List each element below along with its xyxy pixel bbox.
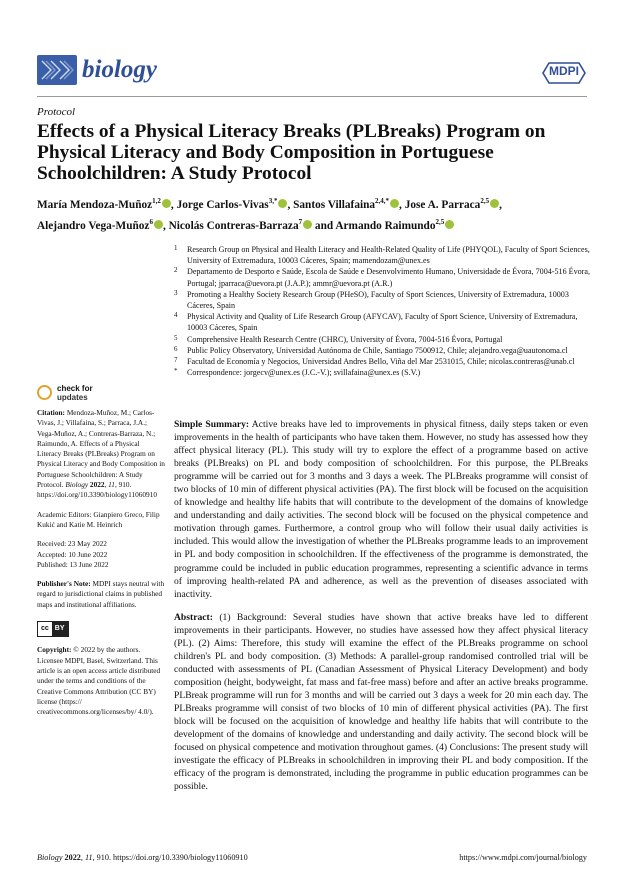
article-title: Effects of a Physical Literacy Breaks (PLBreaks) Program on Physical Literacy and Body Composition in Portuguese Schoolchildren: A Study Protocol — [37, 121, 546, 184]
citation: Citation: Mendoza-Muñoz, M.; Carlos-Vivas, J.; Villafaina, S.; Parraca, J.A.; Vega-Muñoz, A.; Contreras-Barraza, N.; Raimundo, A. Effects of a Physical Literacy Breaks (PLBreaks) Program on Physical Literacy and Body Composition in Portuguese Schoolchildren: A Study Protocol. Biology 2022, 11, 910. https://doi.org/10.3390/biology11060910 — [37, 408, 165, 500]
abstract: Abstract: (1) Background: Several studies have shown that active breaks have led to different improvements in their participants. However, no studies have assessed how they affect physical literacy (PL). (2) Aims: Therefore, this study will examine the effect of the PLBreaks programme on school children's PL and body composition. (3) Methods: A parallel-group randomised controlled trial will be conducted with assessments of PL (Canadian Assessment of Physical Literacy Development) and body composition (height, bodyweight, fat mass and fat-free mass) before and after an active breaks programme. PLBreak programme will run for 3 months and will be carried out 3 days a week for 20 min each day. The PLBreaks programme will consist of two blocks of 10 min of different physical activities (PA). The first block will be focused on the acquisition of knowledge and healthy life habits that will contribute to the development of the domains of knowledge and understanding and daily activity. The second block will be focused on physical competence and motivation throughout games. (4) Conclusions: The present study will investigate the efficacy of PLBreaks in schoolchildren in improving their PL and body composition. If the efficacy of the program is demonstrated, including the programme in public education programmes can be possible. — [174, 611, 589, 793]
affiliation: 4 Physical Activity and Quality of Life Research Group (AFYCAV), Faculty of Sport Science, University of Extremadura, 10003 Cáceres, Spain — [174, 311, 578, 333]
cc-by-license-icon[interactable]: cc BY — [37, 621, 69, 637]
affiliation: 6 Public Policy Observatory, Universidad Autónoma de Chile, Santiago 7500912, Chile; alejandro.vega@uautonoma.cl — [174, 344, 568, 355]
author: María Mendoza-Muñoz — [37, 198, 153, 211]
header-divider — [37, 96, 587, 97]
copyright: Copyright: © 2022 by the authors. Licensee MDPI, Basel, Switzerland. This article is an open access article distributed under the terms and conditions of the Creative Commons Attribution (CC BY) license (https:// creativecommons.org/licenses/by/ 4.0/). — [37, 645, 161, 717]
affiliation: 2 Departamento de Desporto e Saúde, Escola de Saúde e Desenvolvimento Humano, Universidade de Évora, 7004-516 Évora, Portugal; jparraca@uevora.pt (J.A.P.); ammr@uevora.pt (A.R.) — [174, 266, 590, 288]
author: Jose A. Parraca — [404, 198, 481, 211]
journal-logo — [37, 55, 77, 85]
correspondence: * Correspondence: jorgecv@unex.es (J.C.-V.); svillafaina@unex.es (S.V.) — [174, 367, 421, 378]
orcid-icon[interactable] — [278, 199, 287, 208]
journal-name: biology — [82, 56, 157, 83]
orcid-icon[interactable] — [445, 220, 454, 229]
main-text — [174, 418, 588, 803]
publisher-note: Publisher's Note: MDPI stays neutral with regard to jurisdictional claims in published maps and institutional affiliations. — [37, 579, 165, 609]
author: Alejandro Vega-Muñoz — [37, 219, 150, 232]
orcid-icon[interactable] — [303, 220, 312, 229]
journal-url[interactable]: https://www.mdpi.com/journal/biology — [459, 853, 587, 862]
author: Santos Villafaina — [293, 198, 376, 211]
mdpi-logo — [541, 61, 587, 85]
orcid-icon[interactable] — [390, 199, 399, 208]
academic-editors: Academic Editors: Gianpiero Greco, Filip Kukić and Katie M. Heinrich — [37, 509, 160, 529]
page-footer: Biology 2022, 11, 910. https://doi.org/10.3390/biology11060910 https://www.mdpi.com/journal/biology — [37, 853, 587, 862]
orcid-icon[interactable] — [162, 199, 171, 208]
affiliation: 7 Facultad de Economía y Negocios, Universidad Andres Bello, Viña del Mar 2531015, Chile; nicolas.contreras@unab.cl — [174, 356, 575, 367]
affiliation: 1 Research Group on Physical and Health Literacy and Health-Related Quality of Life (PHYQOL), Faculty of Sport Sciences, University of Extremadura, 10003 Cáceres, Spain; mamendozam@unex.es — [174, 244, 590, 266]
sidebar — [37, 408, 165, 726]
check-updates-icon — [37, 385, 52, 400]
article-type: Protocol — [37, 106, 76, 118]
author-list: María Mendoza-Muñoz$^{1,2}$ , Jorge Carlos-Vivas$^{3,*}$ , Santos Villafaina$^{2,4,*}$ , Jose A. Parraca$^{2,5}$ , Alejandro Vega-Muñoz$^6$ , Nicolás Contreras-Barraza$^7$ and Armando Raimundo$^{2,5}$ — [37, 197, 502, 232]
dates: Received: 23 May 2022 Accepted: 10 June 2022 Published: 13 June 2022 — [37, 539, 109, 569]
simple-summary: Simple Summary: Active breaks have led to improvements in physical fitness, daily steps taken or even improvements in the health of participants who have taken them. However, no study has assessed how they affect physical literacy (PL). This study will try to explore the effect of a programme based on active breaks (PLBreaks) on PL and body composition of schoolchildren. For this purpose, the PLBreaks programme will be carried out for 3 months and 3 days a week. The PLBreaks programme will consist of two blocks of 10 min of different physical activities (PA). The first block will be focused on the acquisition of knowledge and healthy life habits that will contribute to the development of the domains of knowledge and understanding and daily activities. The second block will be focused on the physical competence and motivation through games. Furthermore, a control group who will follow their usual daily activities is included. This would allow the investigation of whether the PLBreaks programme leads to an improvement in PL and body composition in schoolchildren. If the effectiveness of the programme is demonstrated, the programme could be included in public education programmes, representing a scientific advance in terms of improving health-related PA and adherence, as well as the prevention of diseases associated with inactivity. — [174, 419, 588, 600]
affiliation: 5 Comprehensive Health Research Centre (CHRC), University of Évora, 7004-516 Évora, Portugal — [174, 333, 503, 344]
author: Jorge Carlos-Vivas — [176, 198, 269, 211]
orcid-icon[interactable] — [490, 199, 499, 208]
author: Nicolás Contreras-Barraza — [168, 219, 299, 232]
author: Armando Raimundo — [335, 219, 436, 232]
orcid-icon[interactable] — [154, 220, 163, 229]
publisher-name: MDPI — [549, 64, 579, 78]
affiliation: 3 Promoting a Healthy Society Research Group (PHeSO), Faculty of Sport Sciences, University of Extremadura, 10003 Cáceres, Spain — [174, 288, 569, 311]
affiliations — [174, 244, 594, 378]
